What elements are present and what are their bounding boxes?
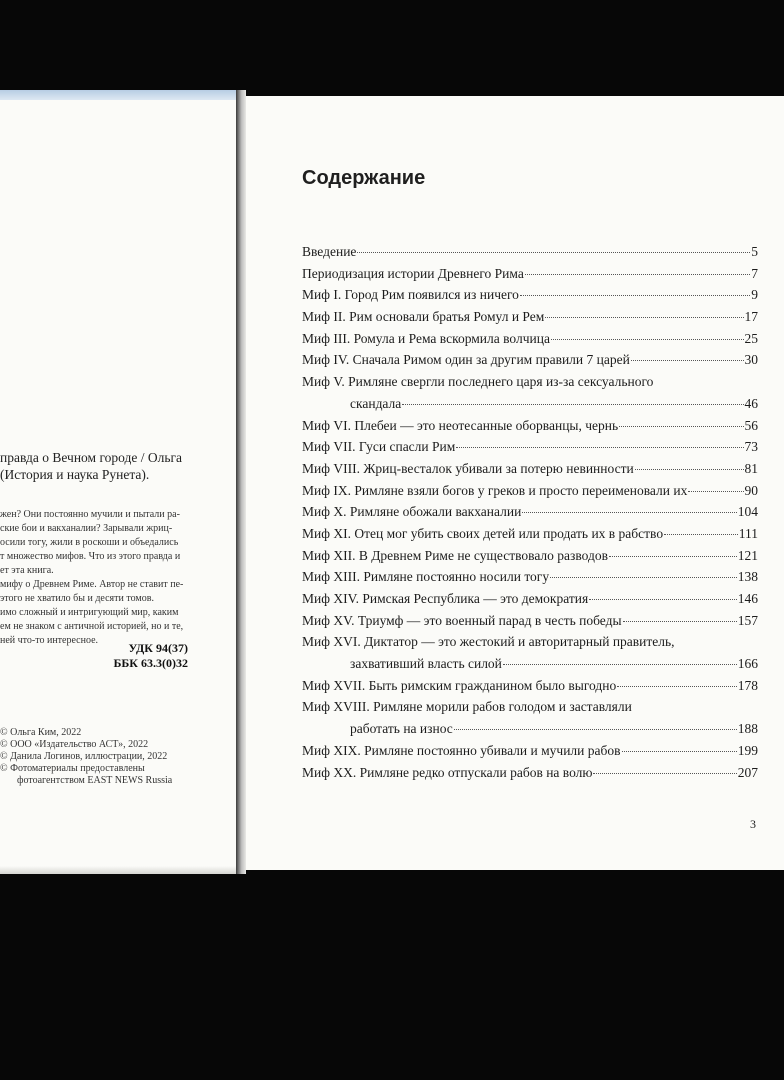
toc-entry	[302, 504, 758, 526]
copyright-line: © ООО «Издательство АСТ», 2022	[0, 739, 149, 750]
toc-entry	[302, 461, 758, 483]
classification-codes	[113, 641, 188, 671]
toc-row	[302, 548, 758, 570]
dot-leader	[664, 534, 738, 535]
toc-entry-page: 157	[737, 612, 758, 628]
toc-entry	[302, 309, 758, 331]
annotation-line: ней что-то интересное.	[0, 635, 99, 646]
toc-entry	[302, 678, 758, 700]
toc-entry	[302, 591, 758, 613]
toc-entry-title: Миф XVII. Быть римским гражданином было выгодно	[302, 677, 617, 693]
dot-leader	[623, 621, 737, 622]
toc-entry	[302, 374, 758, 417]
toc-row	[302, 483, 758, 505]
toc-row	[302, 287, 758, 309]
toc-row	[302, 526, 758, 548]
toc-row	[302, 418, 758, 440]
toc-entry-page: 146	[737, 591, 758, 606]
toc-entry	[302, 266, 758, 288]
toc-entry-title-cont: работать на износ	[350, 721, 453, 737]
toc-entry	[302, 287, 758, 309]
dot-leader	[688, 491, 743, 492]
copyright-line: © Данила Логинов, иллюстрации, 2022	[0, 751, 168, 762]
toc-row	[302, 439, 758, 461]
copyright-line: © Фотоматериалы предоставлены	[0, 763, 145, 774]
toc-row	[302, 461, 758, 483]
copyright-line: © Ольга Ким, 2022	[0, 727, 82, 738]
toc-entry-title: Миф I. Город Рим появился из ничего	[302, 287, 519, 303]
toc-entry	[302, 569, 758, 591]
toc-entry-title: Миф XIX. Римляне постоянно убивали и мучили рабов	[302, 742, 621, 758]
toc-entry-title: Миф VI. Плебеи — это неотесанные оборванцы, чернь	[302, 417, 619, 433]
annotation-line: этого не хватило бы и десяти томов.	[0, 593, 154, 604]
toc-entry-page: 17	[744, 309, 758, 325]
toc-entry	[302, 244, 758, 266]
toc-entry	[302, 765, 758, 787]
toc-entry-page: 166	[737, 656, 758, 672]
annotation-line: т множество мифов. Что из этого правда и	[0, 551, 181, 562]
toc-entry-title: Миф XV. Триумф — это военный парад в честь победы	[302, 612, 622, 628]
dot-leader	[617, 686, 736, 687]
toc-entry-page: 178	[737, 677, 758, 693]
dot-leader	[631, 360, 744, 361]
dot-leader	[635, 469, 744, 470]
toc-entry-title: Миф V. Римляне свергли последнего царя из-за сексуального	[302, 374, 654, 390]
toc-row	[302, 591, 758, 613]
toc-row	[302, 504, 758, 526]
dot-leader	[550, 577, 737, 578]
dot-leader	[520, 295, 750, 296]
toc-entry-title-cont: скандала	[350, 395, 402, 411]
annotation-text	[0, 508, 196, 648]
toc-list	[302, 244, 758, 786]
toc-entry-page: 7	[751, 265, 758, 281]
toc-entry	[302, 439, 758, 461]
toc-entry-page: 90	[744, 482, 758, 498]
dot-leader	[622, 751, 737, 752]
toc-entry	[302, 699, 758, 742]
book-spine	[236, 90, 246, 874]
page-shadow	[0, 866, 236, 874]
dot-leader	[357, 252, 750, 253]
toc-entry-page: 207	[737, 764, 758, 780]
toc-row	[302, 309, 758, 331]
annotation-line: ет эта книга.	[0, 565, 54, 576]
annotation-line: ские бои и вакханалии? Зарывали жриц-	[0, 523, 173, 534]
toc-entry-title: Введение	[302, 244, 357, 259]
dot-leader	[402, 404, 743, 405]
udk-code: УДК 94(37)	[128, 641, 188, 655]
toc-entry-title: Миф XIV. Римская Республика — это демократия	[302, 591, 589, 606]
toc-entry	[302, 743, 758, 765]
toc-entry-title: Миф XIII. Римляне постоянно носили тогу	[302, 569, 550, 585]
annotation-line: осили тогу, жили в роскоши и объедались	[0, 537, 179, 548]
dot-leader	[522, 512, 736, 513]
toc-entry-title: Миф XVI. Диктатор — это жестокий и авторитарный правитель,	[302, 634, 675, 650]
toc-row	[302, 331, 758, 353]
toc-entry-page: 73	[744, 439, 758, 455]
dot-leader	[593, 773, 736, 774]
toc-entry-page: 188	[737, 721, 758, 737]
toc-entry-page: 25	[744, 330, 758, 346]
dot-leader	[456, 447, 743, 448]
toc-row	[302, 721, 758, 743]
toc-entry-page: 46	[744, 395, 758, 411]
toc-entry-title: Миф II. Рим основали братья Ромул и Рем	[302, 309, 545, 325]
toc-entry-page: 121	[737, 547, 758, 563]
toc-entry	[302, 352, 758, 374]
toc-row	[302, 244, 758, 266]
toc-entry-title: Миф XX. Римляне редко отпускали рабов на волю	[302, 764, 593, 780]
toc-entry-title: Миф III. Ромула и Рема вскормила волчица	[302, 330, 550, 346]
toc-entry-page: 138	[737, 569, 758, 585]
toc-entry-title: Миф VIII. Жриц-весталок убивали за потерю невинности	[302, 460, 634, 476]
dot-leader	[551, 339, 744, 340]
toc-row	[302, 743, 758, 765]
toc-row	[302, 396, 758, 418]
copyright-block	[0, 727, 200, 787]
toc-row	[302, 678, 758, 700]
cover-edge	[0, 90, 236, 100]
toc-entry-page: 56	[744, 417, 758, 433]
toc-entry-page: 30	[744, 352, 758, 368]
dot-leader	[609, 556, 737, 557]
toc-entry-title: Миф VII. Гуси спасли Рим	[302, 439, 456, 455]
toc-row	[302, 613, 758, 635]
annotation-line: имо сложный и интригующий мир, каким	[0, 607, 179, 618]
toc-entry-title: Миф XVIII. Римляне морили рабов голодом и заставляли	[302, 699, 632, 715]
toc-row	[302, 569, 758, 591]
toc-entry	[302, 483, 758, 505]
toc-row	[302, 765, 758, 787]
annotation-line: мифу о Древнем Риме. Автор не ставит пе-	[0, 579, 184, 590]
toc-entry	[302, 634, 758, 677]
page-number: 3	[750, 817, 756, 831]
bbk-code: ББК 63.3(0)32	[113, 656, 188, 670]
toc-entry-title: Миф IV. Сначала Римом один за другим правили 7 царей	[302, 352, 630, 368]
toc-row	[302, 352, 758, 374]
bibliographic-title	[0, 449, 200, 483]
toc-entry-page: 81	[744, 460, 758, 476]
dot-leader	[619, 426, 743, 427]
right-page	[246, 96, 784, 870]
left-page	[0, 90, 236, 874]
toc-entry-title: Миф X. Римляне обожали вакханалии	[302, 504, 522, 520]
toc-entry-page: 199	[737, 742, 758, 758]
toc-heading: Содержание	[302, 167, 426, 189]
bib-title-line: правда о Вечном городе / Ольга	[0, 450, 183, 465]
dot-leader	[589, 599, 737, 600]
copyright-line: фотоагентством EAST NEWS Russia	[17, 775, 173, 786]
dot-leader	[545, 317, 743, 318]
dot-leader	[525, 274, 750, 275]
annotation-line: жен? Они постоянно мучили и пытали ра-	[0, 509, 180, 520]
toc-entry-page: 111	[738, 525, 758, 541]
annotation-line: ем не знаком с античной историей, но и те,	[0, 621, 184, 632]
bib-title-line: (История и наука Рунета).	[0, 467, 150, 482]
toc-entry-page: 5	[751, 244, 758, 259]
toc-entry-page: 9	[751, 287, 758, 303]
toc-entry-title: Миф XII. В Древнем Риме не существовало разводов	[302, 547, 609, 563]
dot-leader	[454, 729, 737, 730]
toc-entry-title: Миф XI. Отец мог убить своих детей или продать их в рабство	[302, 525, 664, 541]
toc-row	[302, 656, 758, 678]
toc-entry	[302, 613, 758, 635]
toc-entry	[302, 418, 758, 440]
toc-entry-title: Миф IX. Римляне взяли богов у греков и просто переименовали их	[302, 482, 688, 498]
toc-entry-title: Периодизация истории Древнего Рима	[302, 265, 524, 281]
toc-entry	[302, 526, 758, 548]
toc-entry	[302, 548, 758, 570]
toc-entry-page: 104	[737, 504, 758, 520]
dot-leader	[503, 664, 737, 665]
toc-entry-title-cont: захвативший власть силой	[350, 656, 502, 672]
toc-entry	[302, 331, 758, 353]
toc-row	[302, 266, 758, 288]
